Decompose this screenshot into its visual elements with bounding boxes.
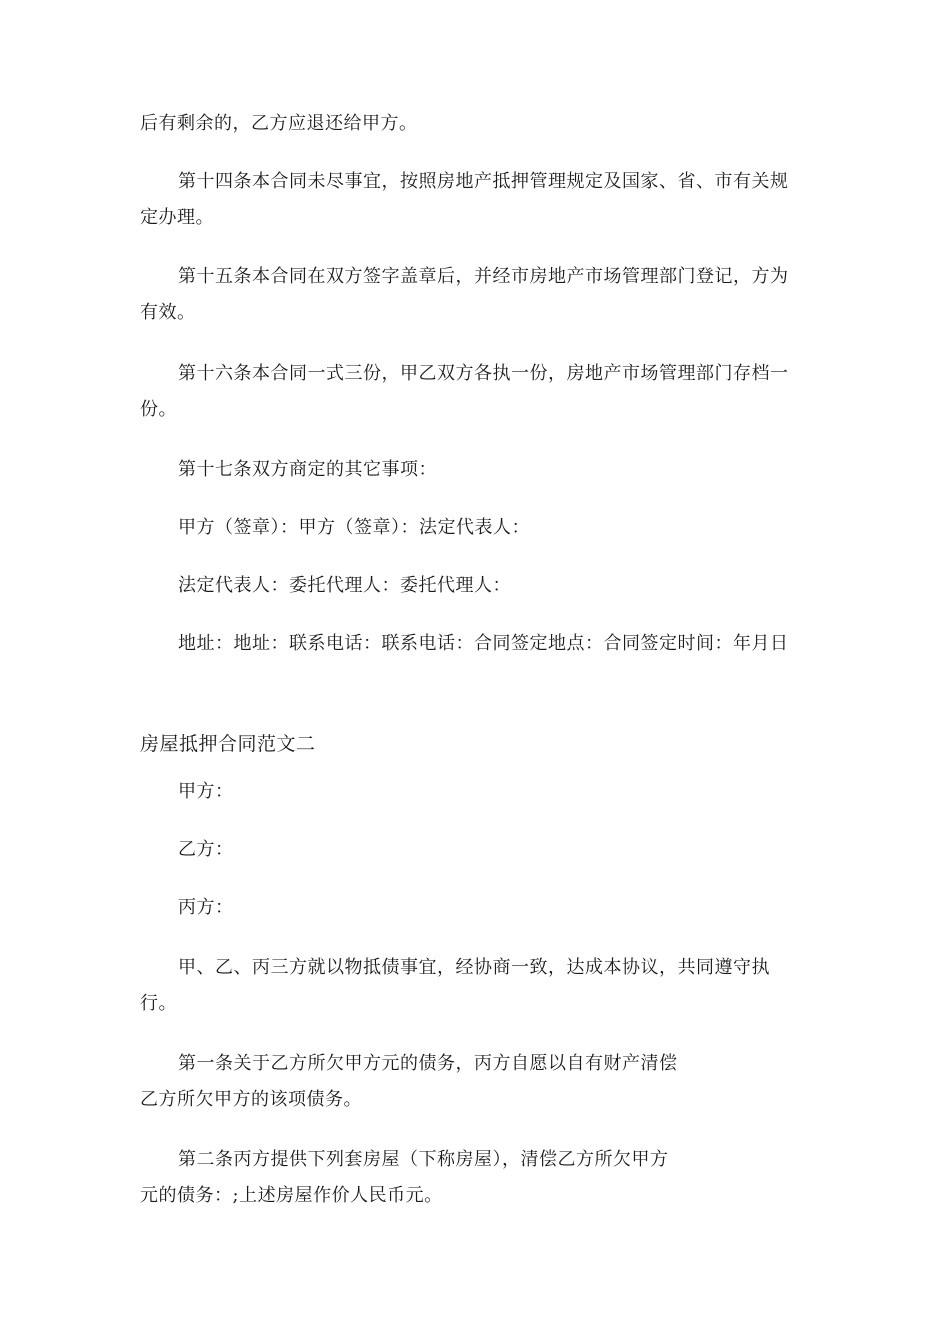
article-17: 第十七条双方商定的其它事项：	[178, 459, 437, 480]
signature-line-representative: 法定代表人：委托代理人：委托代理人：	[178, 575, 511, 596]
paragraph-continuation: 后有剩余的，乙方应退还给甲方。	[140, 113, 418, 134]
signature-line-party: 甲方（签章）：甲方（签章）：法定代表人：	[178, 517, 530, 538]
article-1-line-2: 乙方所欠甲方的该项债务。	[140, 1089, 362, 1110]
signature-line-address: 地址：地址：联系电话：联系电话：合同签定地点：合同签定时间：年月日	[178, 633, 789, 654]
article-14: 第十四条本合同未尽事宜，按照房地产抵押管理规定及国家、省、市有关规定办理。	[140, 171, 789, 228]
party-a-label: 甲方：	[178, 781, 234, 802]
article-15: 第十五条本合同在双方签字盖章后，并经市房地产市场管理部门登记，方为有效。	[140, 266, 789, 323]
agreement-intro: 甲、乙、丙三方就以物抵债事宜，经协商一致，达成本协议，共同遵守执行。	[140, 957, 770, 1014]
party-c-label: 丙方：	[178, 897, 234, 918]
article-1-line-1: 第一条关于乙方所欠甲方元的债务，丙方自愿以自有财产清偿	[178, 1053, 678, 1074]
article-2-line-1: 第二条丙方提供下列套房屋（下称房屋），清偿乙方所欠甲方	[178, 1149, 669, 1170]
party-b-label: 乙方：	[178, 839, 234, 860]
article-16: 第十六条本合同一式三份，甲乙双方各执一份，房地产市场管理部门存档一份。	[140, 363, 789, 420]
article-2-line-2: 元的债务：;上述房屋作价人民币元。	[140, 1185, 443, 1206]
section-title: 房屋抵押合同范文二	[140, 733, 316, 755]
